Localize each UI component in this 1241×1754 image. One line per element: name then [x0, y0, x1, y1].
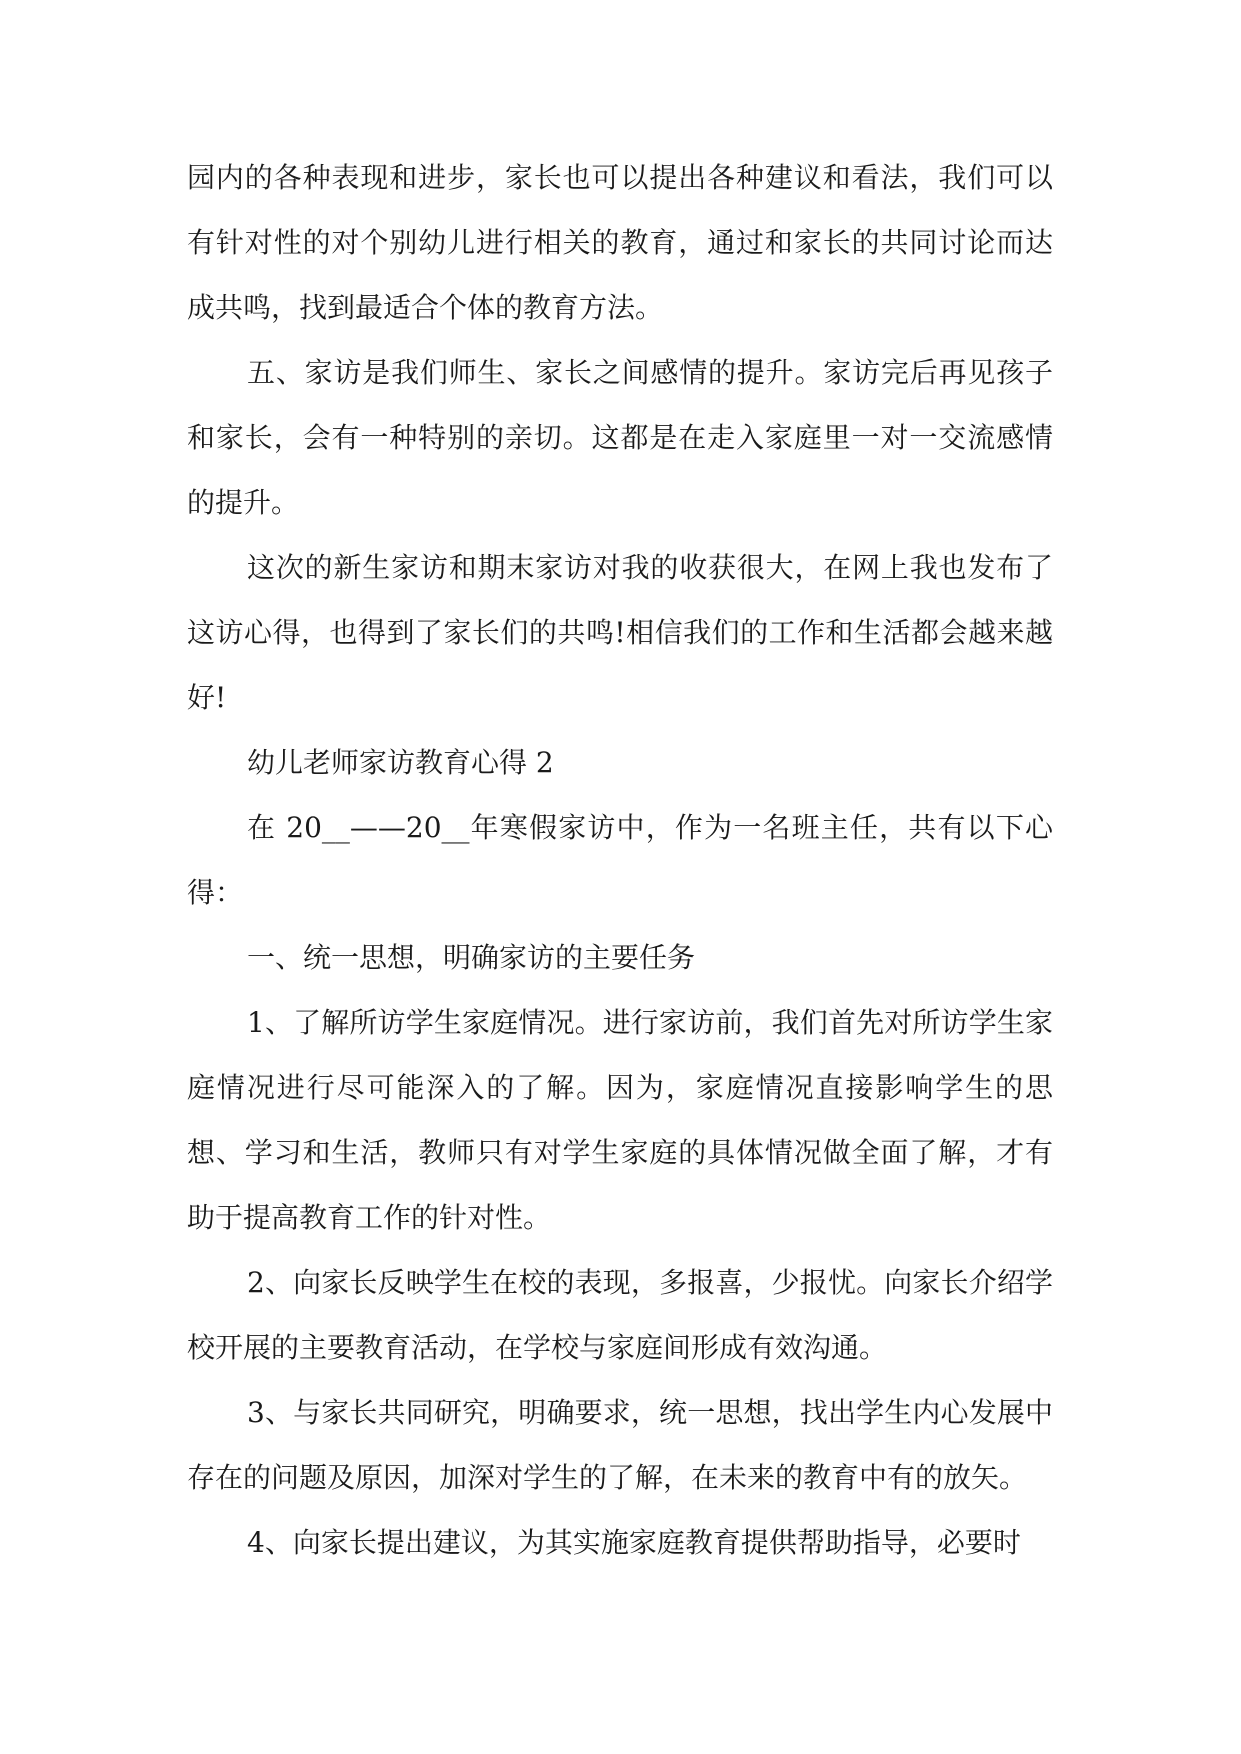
list-item-2: 2、向家长反映学生在校的表现，多报喜，少报忧。向家长介绍学校开展的主要教育活动，在学校与家庭间形成有效沟通。 [187, 1266, 1053, 1364]
paragraph-5: 在 20__——20__年寒假家访中，作为一名班主任，共有以下心得： [187, 811, 1053, 909]
list-item-1: 1、了解所访学生家庭情况。进行家访前，我们首先对所访学生家庭情况进行尽可能深入的了解。因为，家庭情况直接影响学生的思想、学习和生活，教师只有对学生家庭的具体情况做全面了解，才有助于提高教育工作的针对性。 [187, 1006, 1053, 1234]
subsection-heading: 一、统一思想，明确家访的主要任务 [247, 941, 696, 974]
list-item-3: 3、与家长共同研究，明确要求，统一思想，找出学生内心发展中存在的问题及原因，加深对学生的了解，在未来的教育中有的放矢。 [187, 1396, 1053, 1494]
paragraph-3: 这次的新生家访和期末家访对我的收获很大，在网上我也发布了这访心得，也得到了家长们的共鸣!相信我们的工作和生活都会越来越好! [187, 551, 1053, 714]
paragraph-1: 园内的各种表现和进步，家长也可以提出各种建议和看法，我们可以有针对性的对个别幼儿进行相关的教育，通过和家长的共同讨论而达成共鸣，找到最适合个体的教育方法。 [187, 161, 1053, 324]
paragraph-2: 五、家访是我们师生、家长之间感情的提升。家访完后再见孩子和家长，会有一种特别的亲切。这都是在走入家庭里一对一交流感情的提升。 [187, 356, 1053, 519]
list-item-4: 4、向家长提出建议，为其实施家庭教育提供帮助指导，必要时 [247, 1526, 1021, 1559]
section-heading: 幼儿老师家访教育心得 2 [247, 746, 554, 779]
document-body [187, 145, 1053, 1575]
